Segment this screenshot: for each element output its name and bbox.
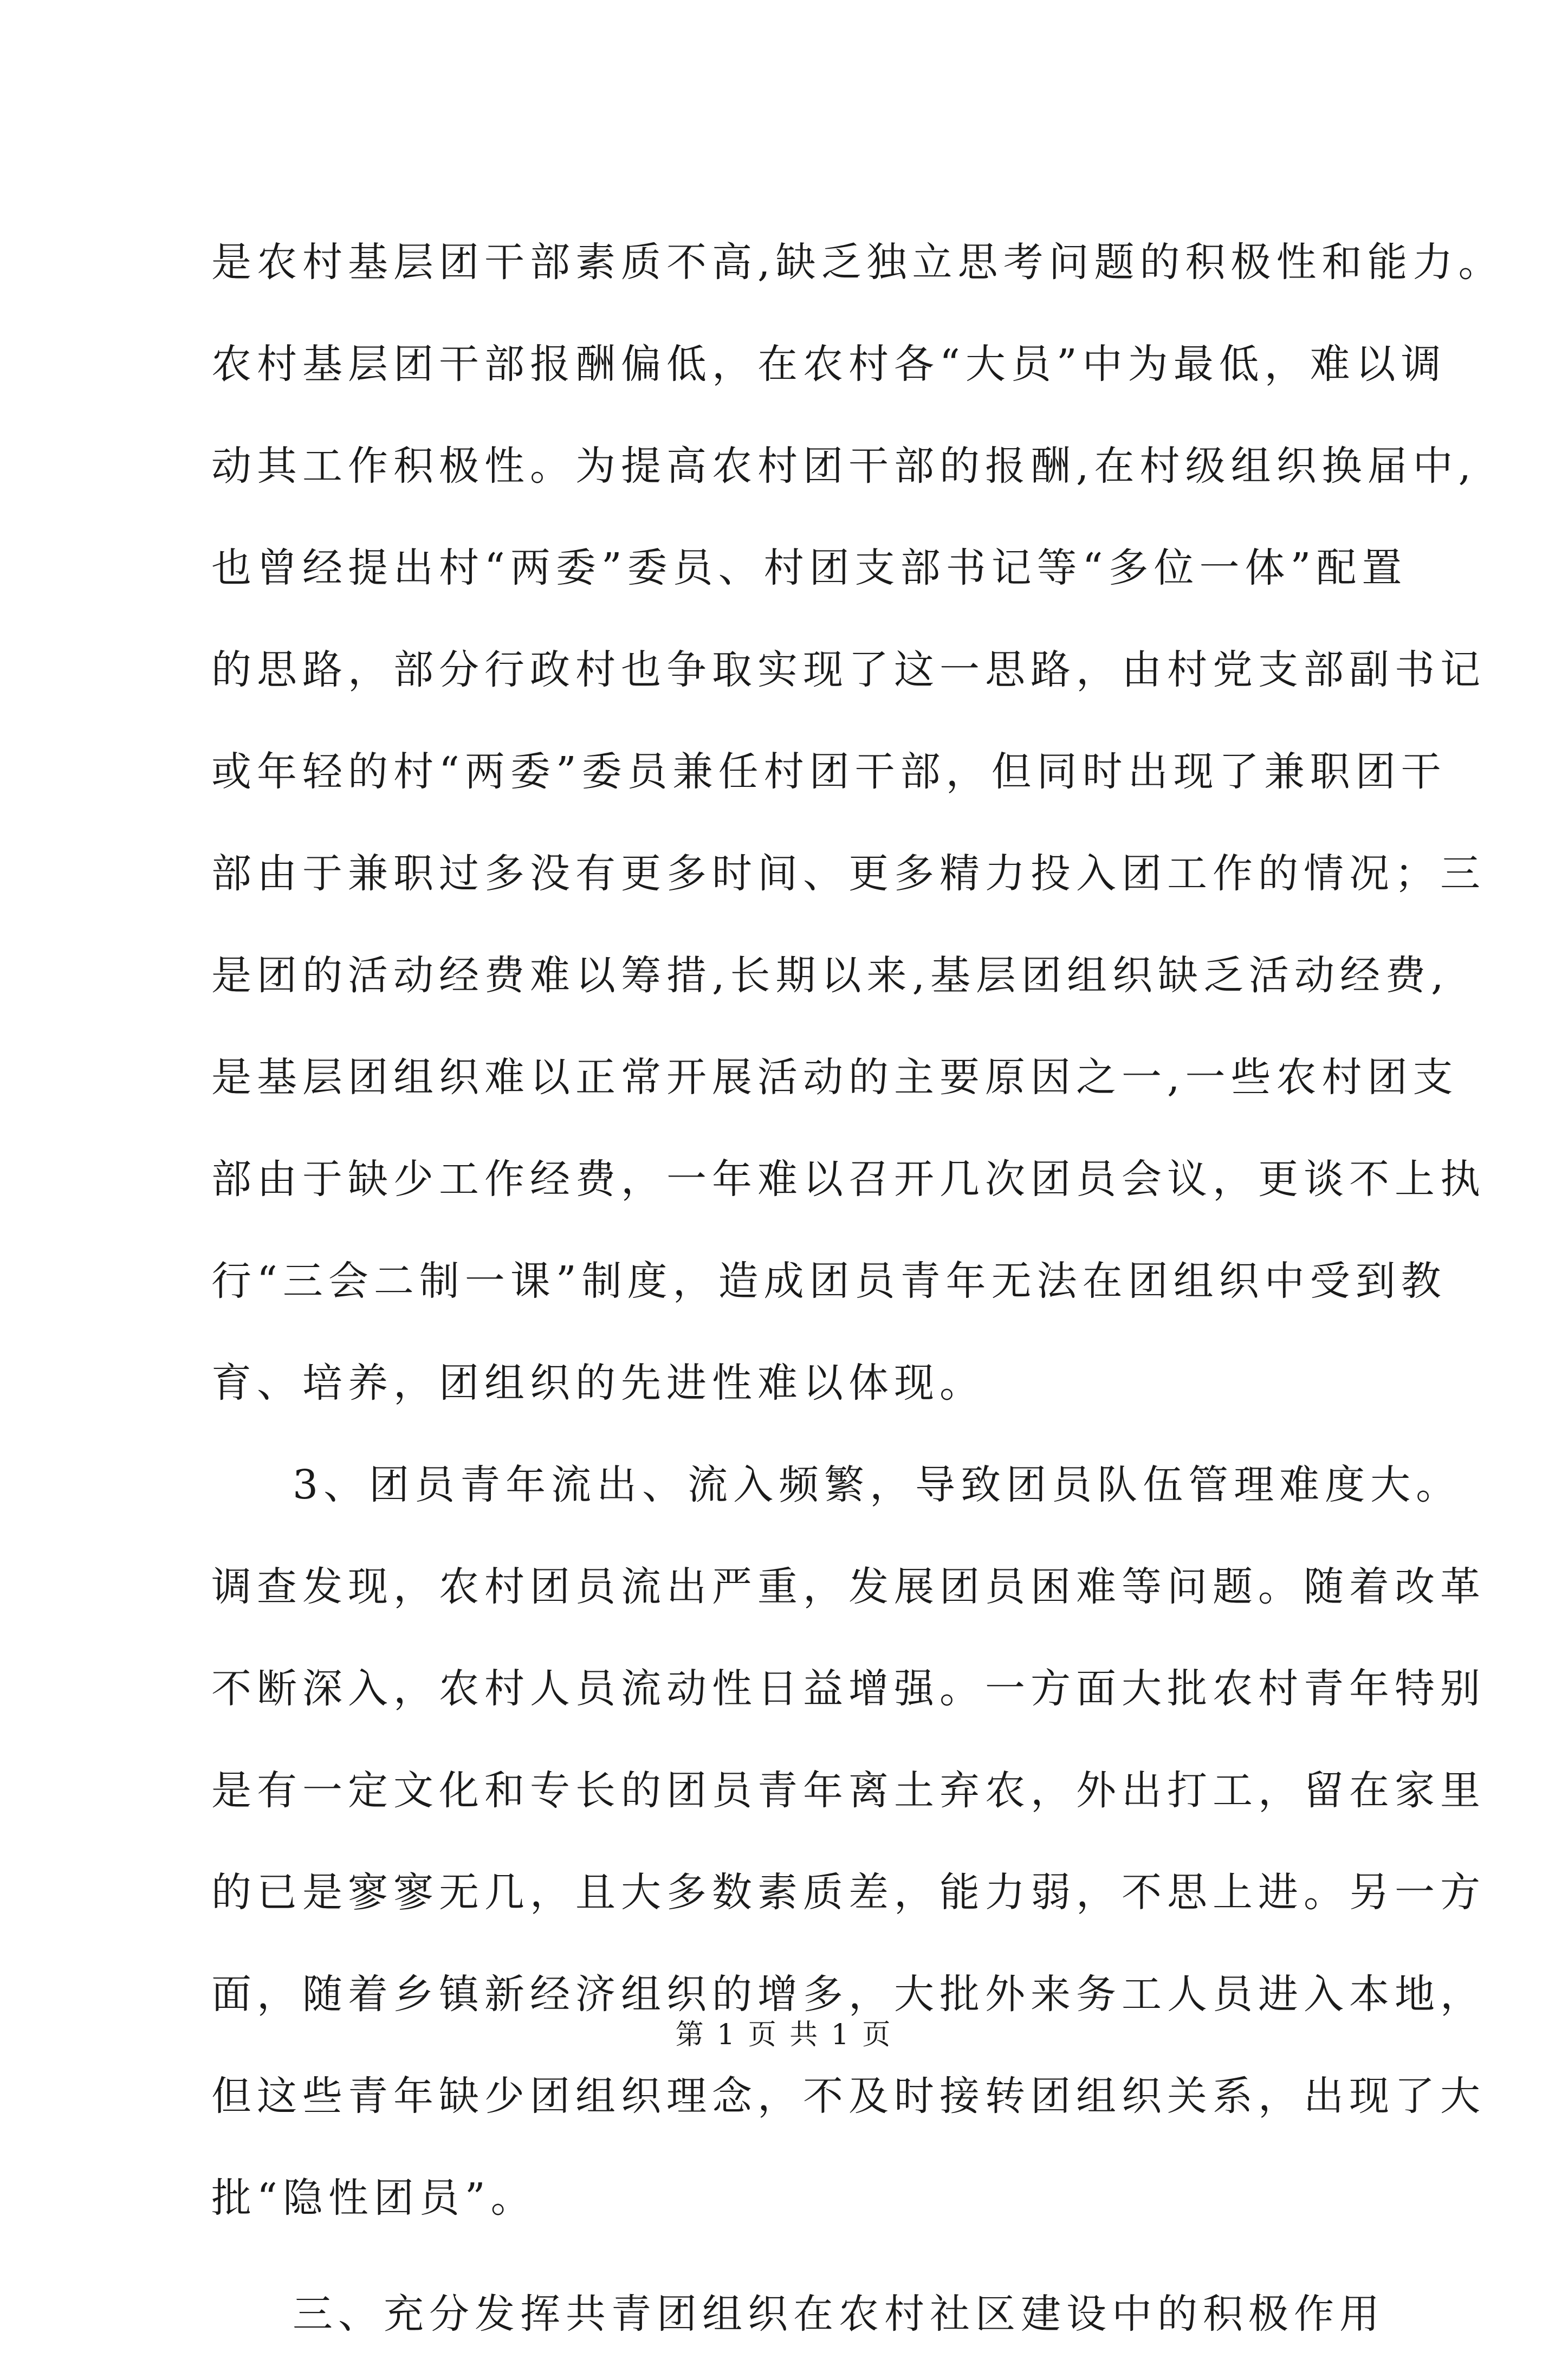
section-heading: 3、团员青年流出、流入频繁，导致团员队伍管理难度大。 xyxy=(293,1462,1462,1508)
text-line: 是农村基层团干部素质不高,缺乏独立思考问题的积极性和能力。 xyxy=(211,239,1504,286)
text-line: 不断深入，农村人员流动性日益增强。一方面大批农村青年特别 xyxy=(211,1665,1486,1712)
text-line: 是有一定文化和专长的团员青年离土弃农，外出打工，留在家里 xyxy=(211,1767,1486,1814)
text-line: 行“三会二制一课”制度，造成团员青年无法在团组织中受到教 xyxy=(211,1258,1447,1304)
text-line: 农村基层团干部报酬偏低，在农村各“大员”中为最低，难以调 xyxy=(211,341,1447,387)
text-line: 部由于缺少工作经费，一年难以召开几次团员会议，更谈不上执 xyxy=(211,1156,1486,1203)
text-line: 也曾经提出村“两委”委员、村团支部书记等“多位一体”配置 xyxy=(211,545,1408,591)
text-line: 育、培养，团组织的先进性难以体现。 xyxy=(211,1360,985,1406)
text-line: 动其工作积极性。为提高农村团干部的报酬,在村级组织换届中, xyxy=(211,443,1477,489)
text-line: 是基层团组织难以正常开展活动的主要原因之一,一些农村团支 xyxy=(211,1054,1459,1101)
page-footer: 第 1 页 共 1 页 xyxy=(675,2019,893,2051)
text-line: 部由于兼职过多没有更多时间、更多精力投入团工作的情况；三 xyxy=(211,850,1486,897)
text-line: 调查发现，农村团员流出严重，发展团员困难等问题。随着改革 xyxy=(211,1563,1486,1610)
text-line: 或年轻的村“两委”委员兼任村团干部，但同时出现了兼职团干 xyxy=(211,748,1447,795)
text-line: 面，随着乡镇新经济组织的增多，大批外来务工人员进入本地， xyxy=(211,1971,1486,2018)
text-line: 是团的活动经费难以筹措,长期以来,基层团组织缺乏活动经费, xyxy=(211,952,1449,999)
text-line: 但这些青年缺少团组织理念，不及时接转团组织关系，出现了大 xyxy=(211,2073,1486,2120)
chapter-heading: 三、充分发挥共青团组织在农村社区建设中的积极作用 xyxy=(293,2291,1385,2337)
text-line: 批“隐性团员”。 xyxy=(211,2175,536,2221)
text-line: 的已是寥寥无几，且大多数素质差，能力弱，不思上进。另一方 xyxy=(211,1869,1486,1916)
text-line: 的思路，部分行政村也争取实现了这一思路，由村党支部副书记 xyxy=(211,647,1486,693)
